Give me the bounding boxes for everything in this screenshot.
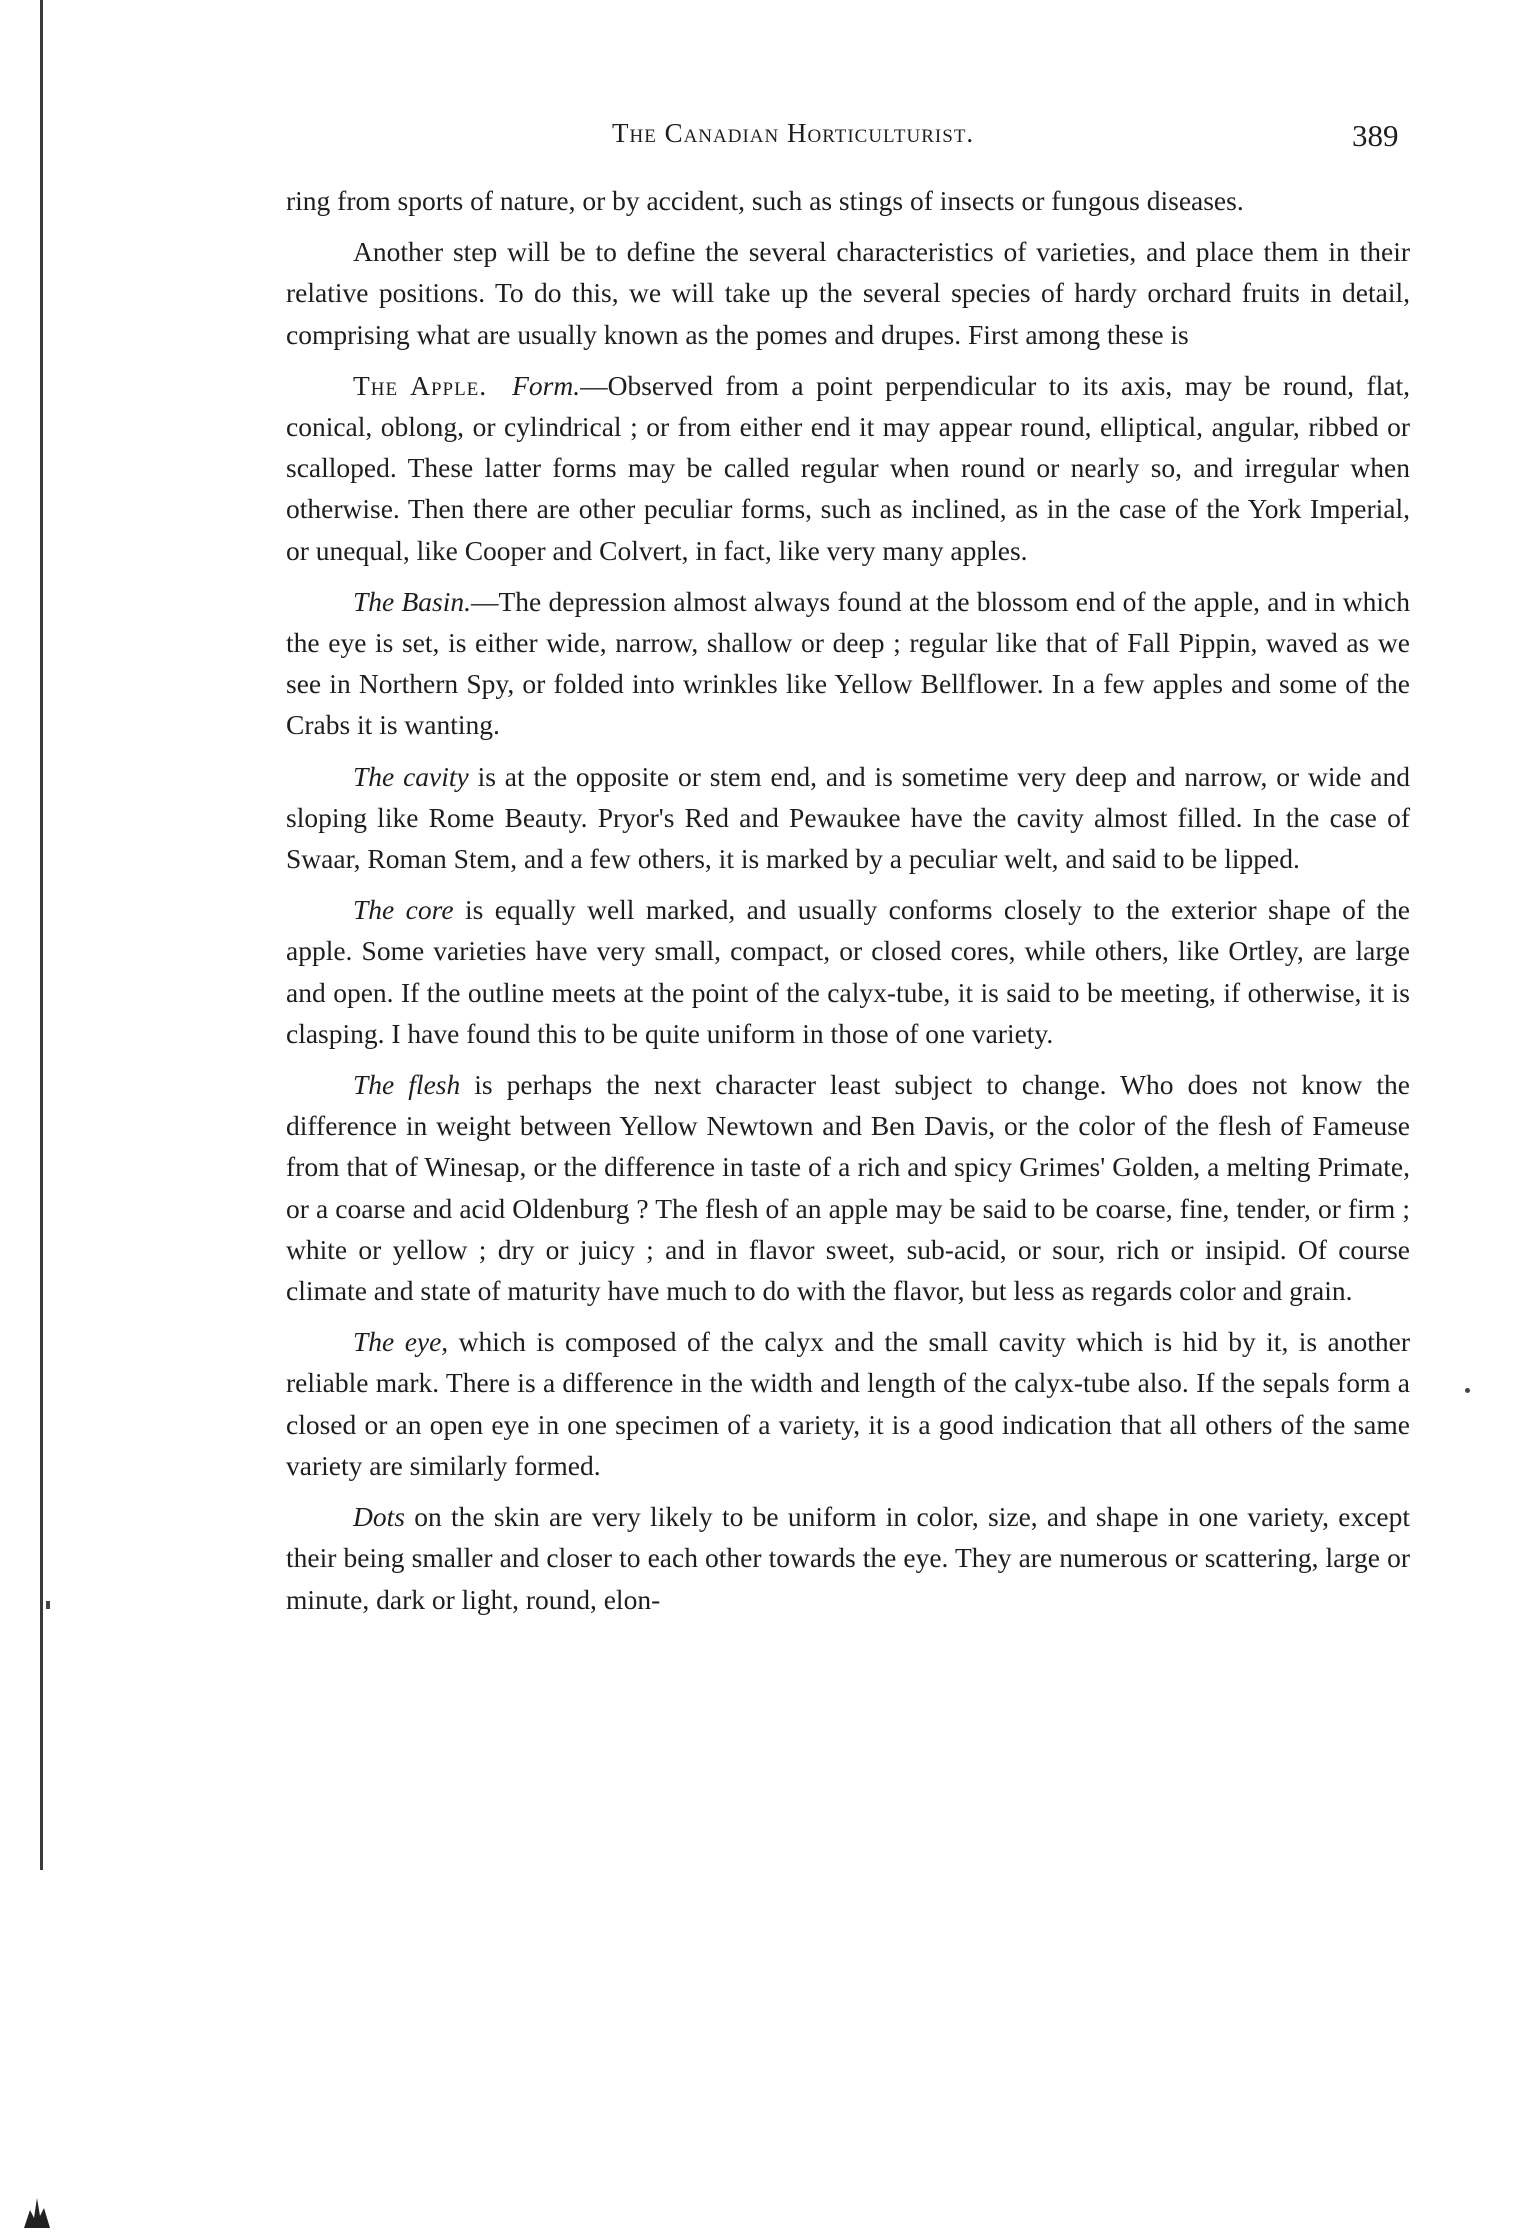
paragraph-dots: Dots on the skin are very likely to be uniform in color, size, and shape in one variety, except their being smaller and closer to each other towards the eye. They are numerous or scattering, large or minute, dark or light, round, elon- — [286, 1501, 1410, 1615]
ink-speck — [1465, 1388, 1470, 1393]
page-number: 389 — [1352, 118, 1399, 153]
paragraph-continued: ring from sports of nature, or by accident, such as stings of insects or fungous diseases. — [286, 185, 1244, 216]
paragraph-basin: The Basin.—The depression almost always found at the blossom end of the apple, and in which the eye is set, is either wide, narrow, shallow or deep ; regular like that of Fall Pippin, waved as we see in Northern Spy, or folded into wrinkles like Yellow Bellflower. In a few apples and some of the Crabs it is wanting. — [286, 585, 1410, 741]
paragraph-eye: The eye, which is composed of the calyx and the small cavity which is hid by it, is another reliable mark. There is a difference in the width and length of the calyx-tube also. If the sepals form a closed or an open eye in one specimen of a variety, it is a good indication that all others of the same variety are similarly formed. — [286, 1326, 1410, 1481]
subheading-cavity: The cavity — [353, 760, 469, 792]
body-text — [286, 180, 1410, 1630]
running-head — [0, 118, 1520, 158]
subheading-form: Form. — [512, 369, 581, 401]
subheading-flesh: The flesh — [353, 1069, 461, 1101]
paragraph-cavity: The cavity is at the opposite or stem end, and is sometime very deep and narrow, or wide and sloping like Rome Beauty. Pryor's Red and Pewaukee have the cavity almost filled. In the case of Swaar, Roman Stem, and a few others, it is marked by a peculiar welt, and said to be lipped. — [286, 760, 1410, 875]
edge-mark-icon — [22, 2188, 52, 2228]
binding-edge-line — [40, 0, 43, 1870]
paragraph-core: The core is equally well marked, and usually conforms closely to the exterior shape of the apple. Some varieties have very small, compact, or closed cores, while others, like Ortley, are large and open. If the outline meets at the point of the calyx-tube, it is said to be meeting, if otherwise, it is clasping. I have found this to be quite uniform in those of one variety. — [286, 894, 1411, 1049]
subheading-basin: The Basin. — [353, 585, 471, 617]
running-title: The Canadian Horticulturist. — [612, 118, 975, 148]
paragraph-flesh: The flesh is perhaps the next character least subject to change. Who does not know the difference in weight between Yellow Newtown and Ben Davis, or the color of the flesh of Fameuse from that of Winesap, or the difference in taste of a rich and spicy Grimes' Golden, a melting Primate, or a coarse and acid Oldenburg ? The flesh of an apple may be said to be coarse, fine, tender, or firm ; white or yellow ; dry or juicy ; and in flavor sweet, sub-acid, or sour, rich or insipid. Of course climate and state of maturity have much to do with the flavor, but less as regards color and grain. — [286, 1069, 1410, 1307]
paragraph-apple-form: The Apple. Form.—Observed from a point perpendicular to its axis, may be round, flat, conical, oblong, or cylindrical ; or from either end it may appear round, elliptical, angular, ribbed or scalloped. These latter forms may be called regular when round or nearly so, and irregular when otherwise. Then there are other peculiar forms, such as inclined, as in the case of the York Imperial, or unequal, like Cooper and Colvert, in fact, like very many apples. — [286, 369, 1410, 566]
subheading-dots: Dots — [353, 1501, 405, 1533]
section-heading-apple: The Apple. — [353, 369, 488, 401]
ink-speck-left — [46, 1601, 50, 1609]
subheading-core: The core — [353, 894, 454, 926]
subheading-eye: The eye, — [353, 1326, 449, 1358]
paragraph-characteristics: Another step will be to define the several characteristics of varieties, and place them in their relative positions. To do this, we will take up the several species of hardy orchard fruits in detail, comprising what are usually known as the pomes and drupes. First among these is — [286, 236, 1410, 350]
